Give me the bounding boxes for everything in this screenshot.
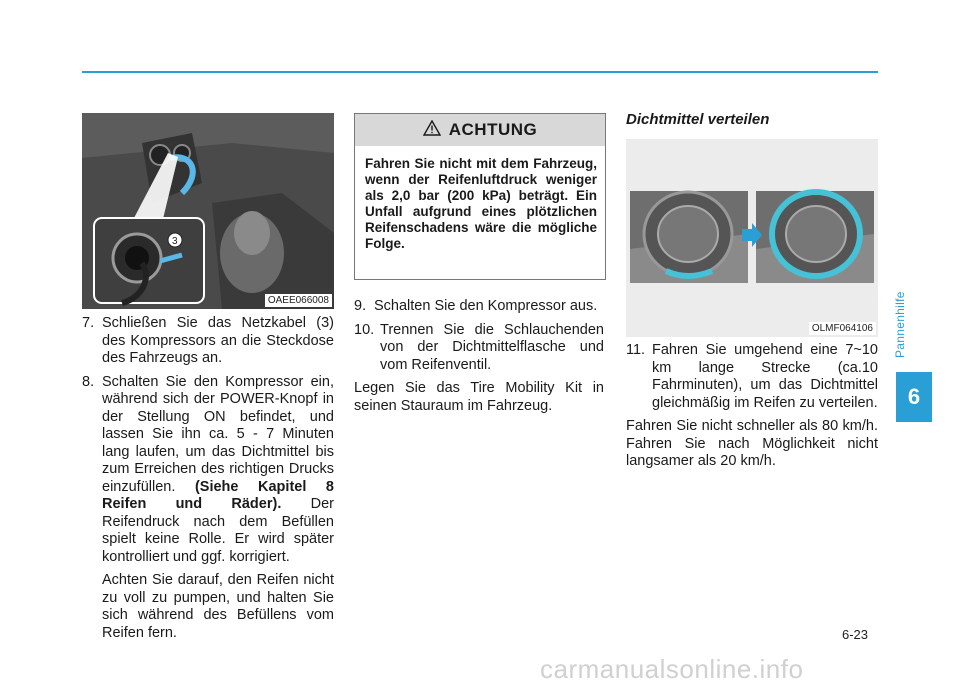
chapter-title: Pannenhilfe bbox=[893, 291, 907, 359]
step-number: 10. bbox=[354, 321, 375, 338]
column-3 bbox=[626, 342, 878, 479]
step-8-note: Achten Sie darauf, den Reifen nicht zu voll zu pumpen, und halten Sie sich während des Befüllens vom Reifen fern. bbox=[102, 572, 334, 641]
step-number: 7. bbox=[82, 315, 95, 331]
warning-triangle-icon bbox=[423, 120, 441, 140]
column-1 bbox=[82, 315, 334, 648]
warning-text: Fahren Sie nicht mit dem Fahrzeug, wenn der Reifenluftdruck weniger als 2,0 bar (200 kPa) beträgt. Ein Unfall aufgrund eines plötzlichen Reifenschadens wäre die mögliche Folge. bbox=[365, 156, 597, 251]
chapter-reference: (Siehe Kapitel 8 Reifen und Räder). bbox=[102, 478, 334, 512]
step-number: 8. bbox=[82, 373, 95, 390]
figure-power-socket bbox=[82, 113, 334, 309]
step-text: Fahren Sie umgehend eine 7~10 km lange Strecke (ca.10 Fahrminuten), um das Dichtmittel gleichmäßig im Reifen zu verteilen. bbox=[652, 342, 878, 411]
step-10 bbox=[354, 322, 604, 375]
console-illustration bbox=[82, 113, 334, 309]
paragraph: Fahren Sie nicht schneller als 80 km/h. Fahren Sie nach Möglichkeit nicht langsamer als 20 km/h. bbox=[626, 418, 878, 469]
paragraph: Legen Sie das Tire Mobility Kit in seinen Stauraum im Fahrzeug. bbox=[354, 380, 604, 414]
step-text: Schließen Sie das Netzkabel (3) des Kompressors an die Steckdose des Fahrzeugs an. bbox=[102, 315, 334, 366]
step-text bbox=[102, 374, 334, 567]
warning-box bbox=[354, 113, 606, 280]
page-number: 6-23 bbox=[842, 627, 869, 642]
watermark: carmanualsonline.info bbox=[540, 654, 804, 684]
figure-code: OLMF064106 bbox=[809, 322, 876, 335]
step-text: Schalten Sie den Kompressor aus. bbox=[374, 298, 598, 314]
step-7 bbox=[82, 315, 334, 368]
step-11 bbox=[626, 342, 878, 412]
step-number: 9. bbox=[354, 298, 367, 314]
step-text-part: Der Reifendruck nach dem Befüllen spielt keine Rolle. Er wird später kontrolliert und ggf. korrigiert. bbox=[102, 496, 334, 565]
warning-title: ACHTUNG bbox=[448, 120, 538, 139]
tire-illustration bbox=[626, 139, 878, 337]
step-9 bbox=[354, 298, 604, 316]
callout-number: 3 bbox=[172, 236, 178, 247]
step-8 bbox=[82, 374, 334, 567]
figure-code: OAEE066008 bbox=[265, 294, 332, 307]
header-rule bbox=[82, 71, 878, 73]
step-text: Trennen Sie die Schlauchenden von der Dichtmittelflasche und vom Reifenventil. bbox=[380, 321, 604, 373]
step-number: 11. bbox=[626, 342, 646, 358]
section-heading: Dichtmittel verteilen bbox=[626, 111, 770, 128]
step-text-part: Schalten Sie den Kompressor ein, während sich der POWER-Knopf in der Stellung ON befindet, und lassen Sie ihn ca. 5 - 7 Minuten lang laufen, um das Dichtmittel bis zum Erreichen des richtigen Drucks einzufüllen. bbox=[102, 373, 334, 495]
column-2 bbox=[354, 298, 604, 423]
warning-header bbox=[355, 114, 605, 146]
chapter-number-tab: 6 bbox=[896, 372, 932, 422]
figure-tire-sealant bbox=[626, 139, 878, 337]
